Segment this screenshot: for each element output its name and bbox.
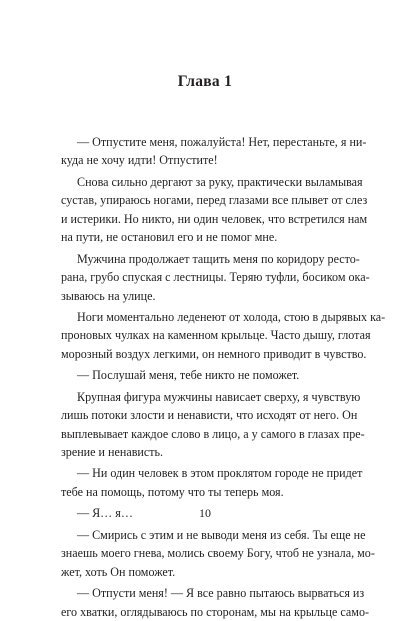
text-line: сустав, упираюсь ногами, перед глазами все плывет от слез [61,193,368,208]
text-line: Снова сильно дергают за руку, практически выламывая [77,174,363,189]
chapter-title: Глава 1 [177,73,233,90]
text-line: — Отпустите меня, пожалуйста! Нет, перестаньте, я ни- [77,135,367,149]
text-line: лишь потоки злости и ненависти, что исходят от него. Он [61,408,358,423]
text-line: проновых чулках на каменном крыльце. Часто дышу, глотая [61,328,371,343]
text-line: рана, грубо спуская с лестницы. Теряю туфли, босиком ока- [61,270,370,285]
text-line: Ноги моментально леденеют от холода, стою в дырявых ка- [77,309,386,324]
text-line: — Послушай меня, тебе никто не поможет. [77,368,300,383]
text-line: и истерики. Но никто, ни один человек, что встретился нам [61,211,368,226]
text-line: тебе на помощь, потому что ты теперь моя. [61,484,284,499]
text-line: Мужчина продолжает тащить меня по коридору ресто- [77,251,360,266]
text-line: на пути, не остановил его и не помог мне. [61,230,278,245]
text-line: — Смирись с этим и не выводи меня из себя. Ты еще не [77,527,366,542]
paragraph [61,133,367,170]
paragraph [61,464,363,501]
page-number: 10 [199,506,211,520]
paragraph [61,173,368,247]
paragraph [61,388,365,462]
text-line: куда не хочу идти! Отпустите! [61,153,218,168]
paragraph [61,308,386,363]
paragraph [61,584,370,621]
text-line: знаешь моего гнева, молись своему Богу, чтоб не узнала, мо- [61,546,375,561]
text-line: его хватки, оглядываюсь по сторонам, мы на крыльце само- [61,604,370,619]
text-line: Крупная фигура мужчины нависает сверху, я чувствую [77,389,361,404]
body-text [61,133,386,621]
paragraph [61,366,349,384]
paragraph [61,526,375,581]
text-line: зываюсь на улице. [61,288,156,303]
text-line: выплевывает каждое слово в лицо, а у самого в глазах пре- [61,426,365,441]
text-line: — Отпусти меня! — Я все равно пытаюсь вырваться из [77,586,365,601]
text-line: жет, хоть Он поможет. [61,564,176,579]
paragraph [61,250,370,305]
text-line: — Ни один человек в этом проклятом городе не придет [77,466,363,481]
text-line: — Я… я… [77,506,133,521]
text-line: зрение и ненависть. [61,445,164,459]
text-line: морозный воздух легкими, он немного приводит в чувство. [61,346,367,361]
